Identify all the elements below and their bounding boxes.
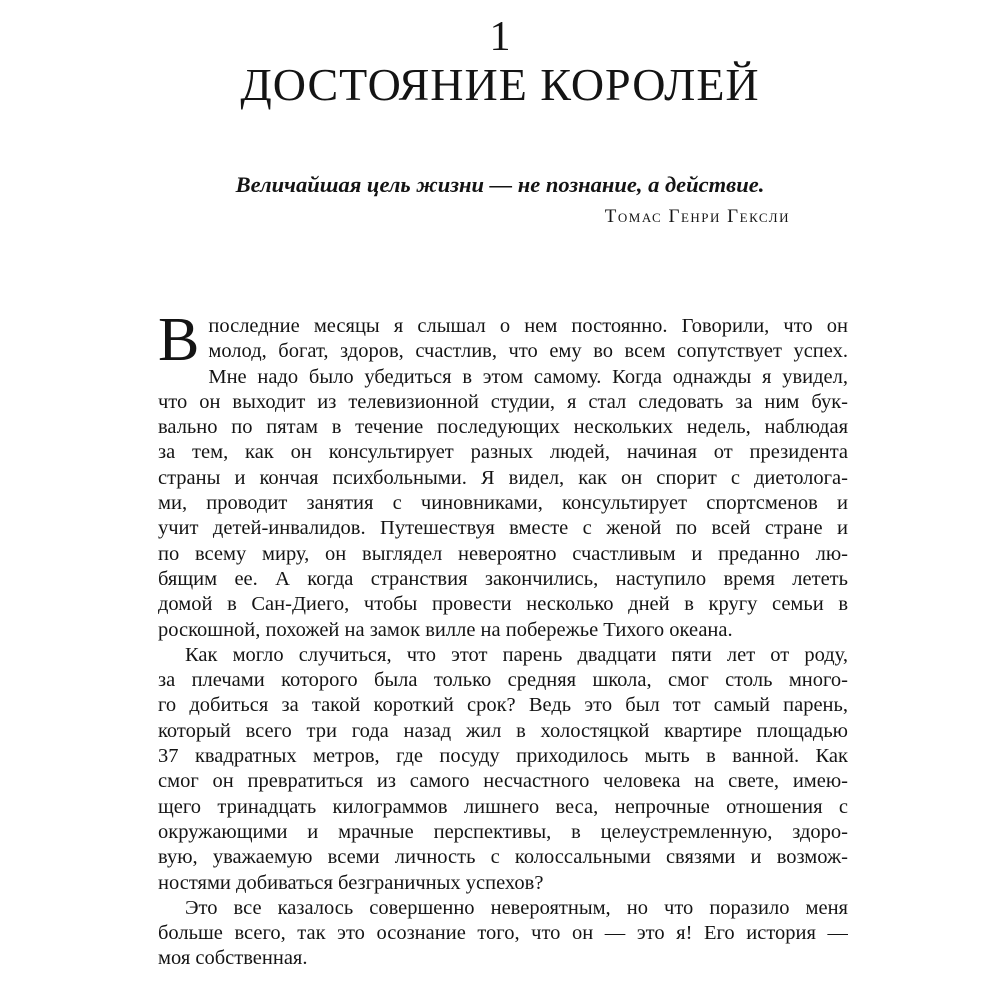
chapter-number: 1 <box>489 14 511 60</box>
paragraph-3 <box>158 896 848 972</box>
text-line: окружающими и мрачные перспективы, в целеустремленную, здоро- <box>158 820 848 843</box>
paragraph-1 <box>158 306 848 643</box>
text-line: страны и кончая психбольными. Я видел, как он спорит с диетолога- <box>158 466 848 489</box>
text-line: Мне надо было убедиться в этом самому. Когда однажды я увидел, <box>208 365 848 388</box>
text-line: больше всего, так это осознание того, что он — это я! Его история — <box>158 922 848 945</box>
text-line: вально по пятам в течение последующих нескольких недель, наблюдая <box>158 416 848 439</box>
drop-cap: В <box>158 306 200 374</box>
paragraph-2 <box>158 643 848 896</box>
text-line: смог он превратиться из самого несчастного человека на свете, имею- <box>158 770 848 793</box>
epigraph-quote: Величайшая цель жизни — не познание, а действие. <box>235 172 765 197</box>
text-line: за плечами которого была только средняя школа, смог столь много- <box>158 669 848 692</box>
body-text <box>158 306 848 972</box>
text-line: который всего три года назад жил в холостяцкой квартире площадью <box>158 719 848 742</box>
epigraph-attribution: Томас Генри Гексли <box>604 206 790 227</box>
text-line: Это все казалось совершенно невероятным, но что поразило меня <box>185 896 848 919</box>
text-line: последние месяцы я слышал о нем постоянно. Говорили, что он <box>208 315 848 337</box>
text-line: бящим ее. А когда странствия закончились, наступило время лететь <box>158 567 848 590</box>
text-line: роскошной, похожей на замок вилле на побережье Тихого океана. <box>158 618 733 641</box>
text-line: молод, богат, здоров, счастлив, что ему во всем сопутствует успех. <box>208 340 848 363</box>
text-line: 37 квадратных метров, где посуду приходилось мыть в ванной. Как <box>158 745 848 768</box>
text-line: домой в Сан-Диего, чтобы провести несколько дней в кругу семьи в <box>158 593 848 616</box>
chapter-title: ДОСТОЯНИЕ КОРОЛЕЙ <box>240 59 760 110</box>
text-line: что он выходит из телевизионной студии, я стал следовать за ним бук- <box>158 390 848 413</box>
text-line: го добиться за такой короткий срок? Ведь это был тот самый парень, <box>158 694 848 717</box>
text-line: вую, уважаемую всеми личность с колоссальными связями и возмож- <box>158 846 848 869</box>
text-line: за тем, как он консультирует разных людей, начиная от президента <box>158 441 848 464</box>
text-line: учит детей-инвалидов. Путешествуя вместе с женой по всей стране и <box>158 517 848 540</box>
text-line: моя собственная. <box>158 947 308 970</box>
text-line: щего тринадцать килограммов лишнего веса, непрочные отношения с <box>158 795 848 818</box>
text-line: Как могло случиться, что этот парень двадцати пяти лет от роду, <box>185 643 848 666</box>
text-line: ностями добиваться безграничных успехов? <box>158 871 544 894</box>
text-line: по всему миру, он выглядел невероятно счастливым и преданно лю- <box>158 542 848 565</box>
text-line: ми, проводит занятия с чиновниками, консультирует спортсменов и <box>158 492 848 515</box>
